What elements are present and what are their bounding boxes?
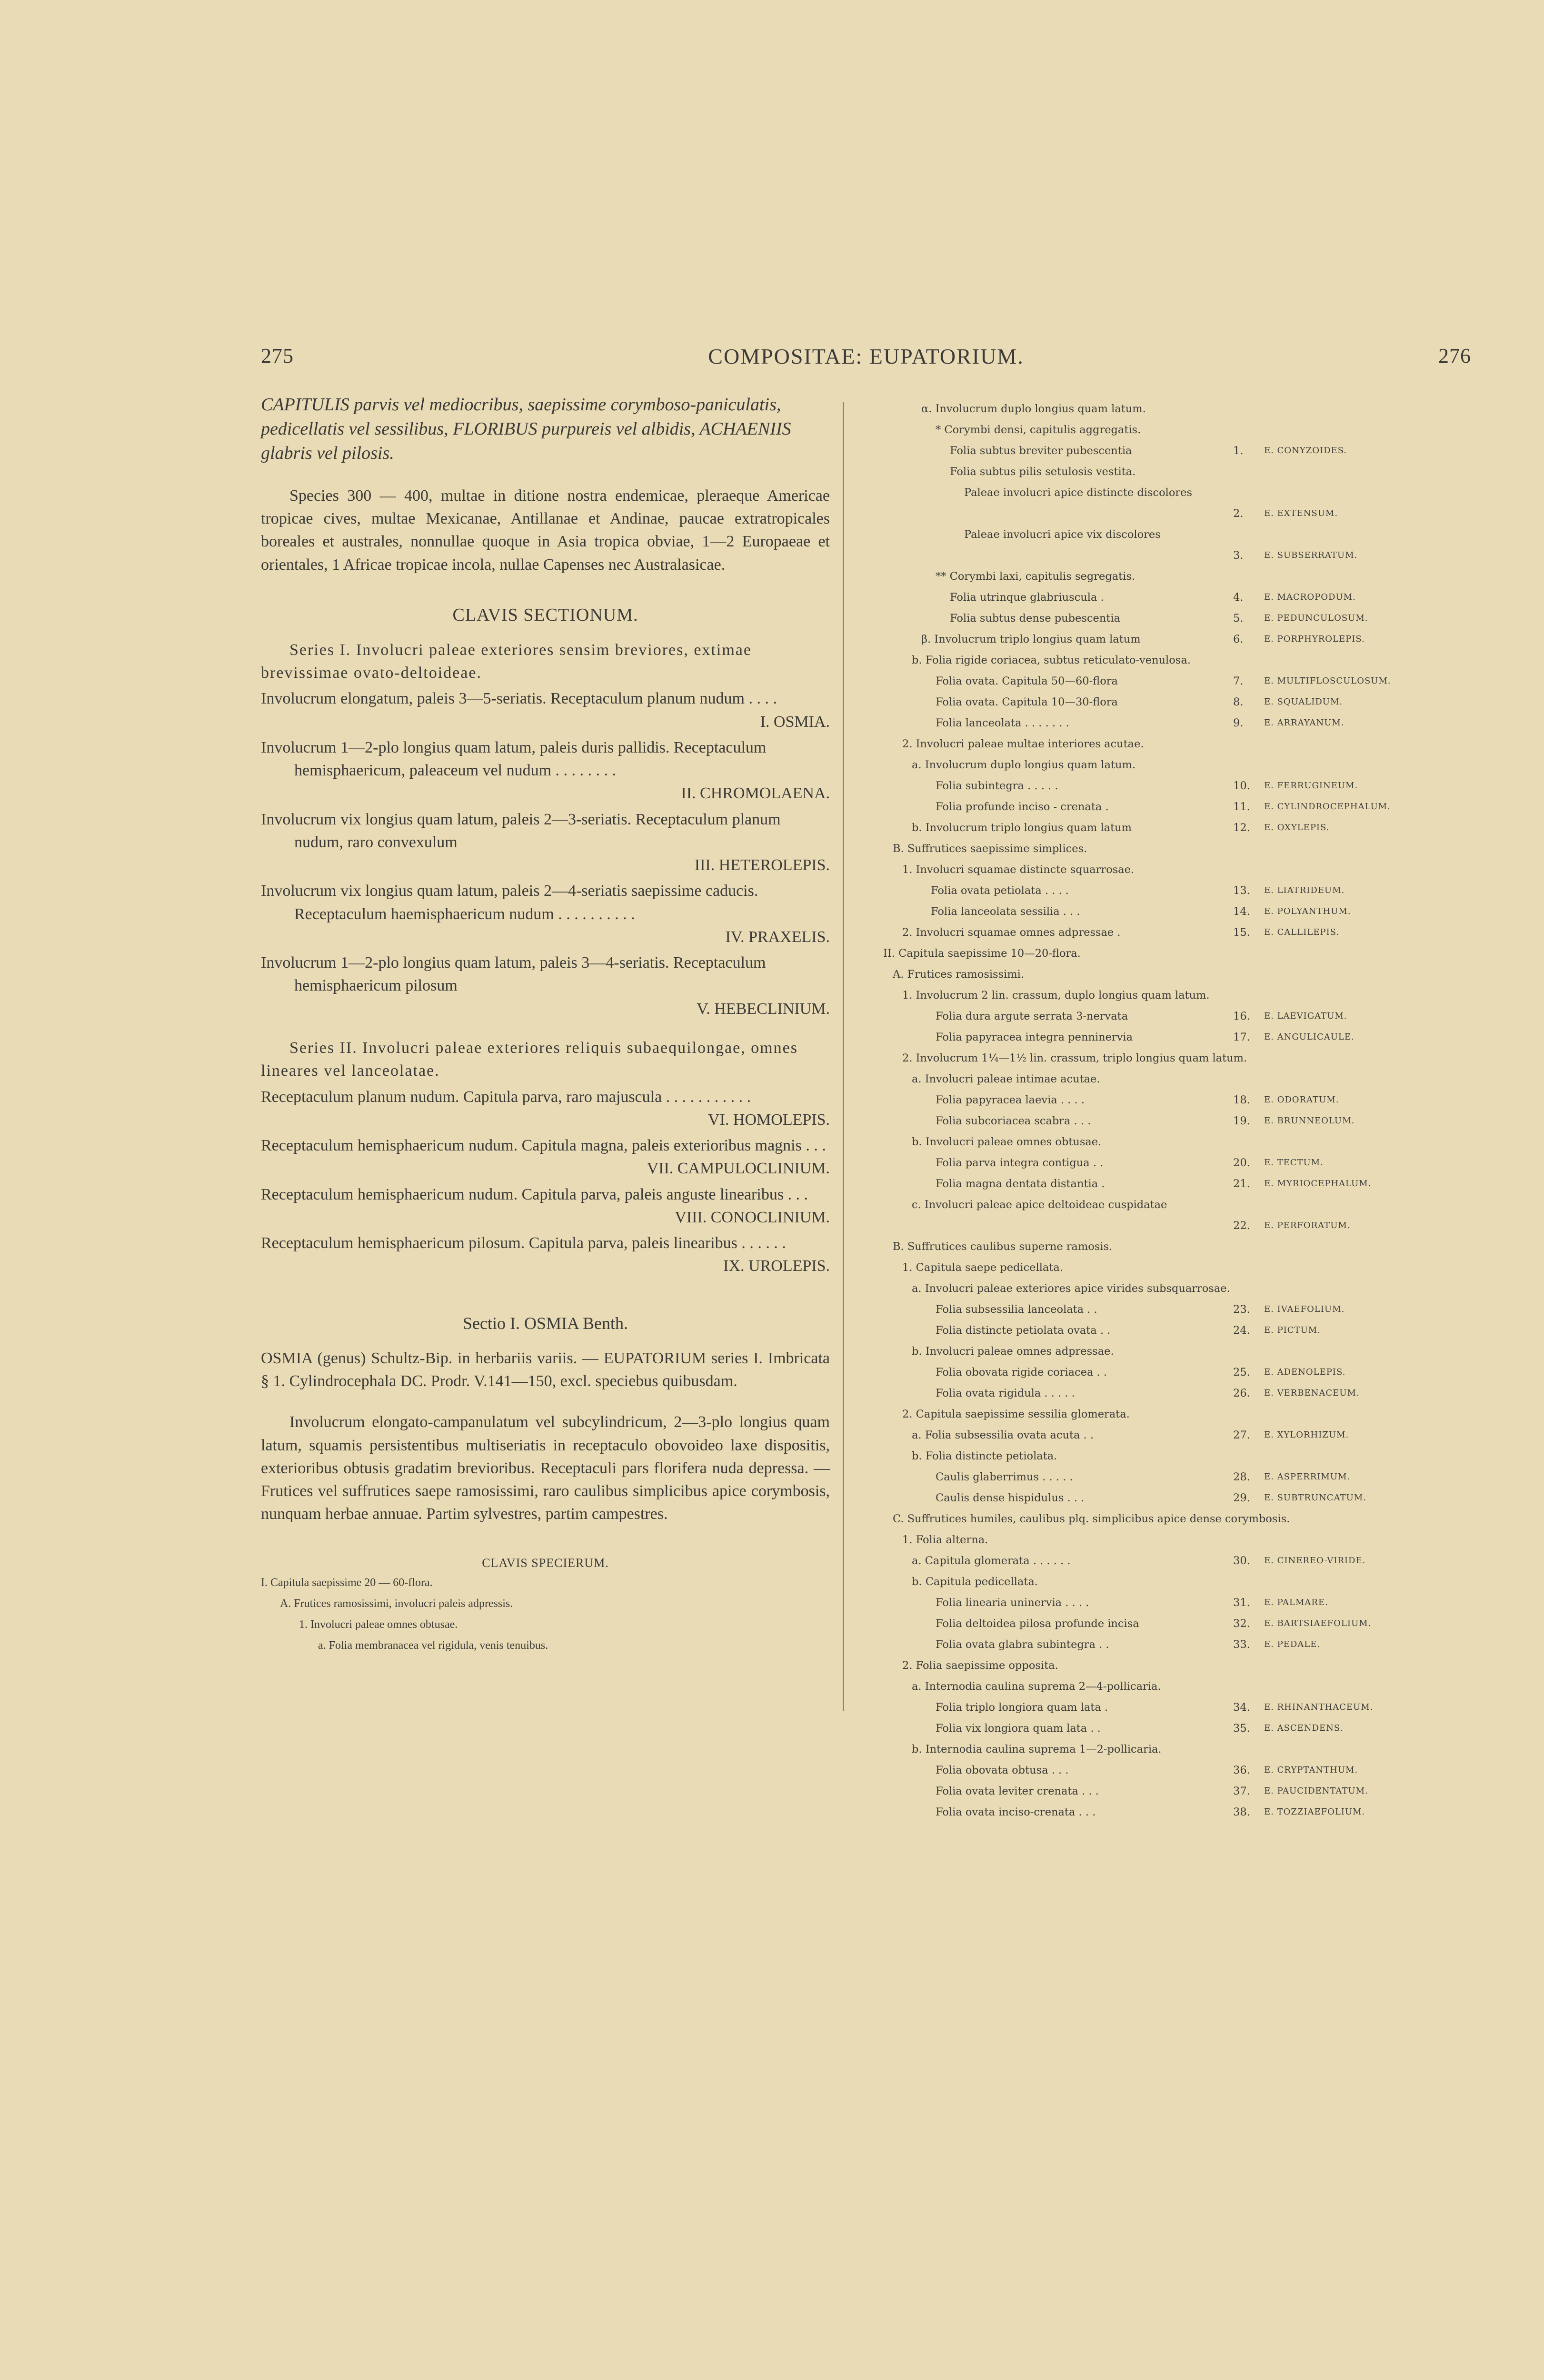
right-column-key [883,398,1474,1823]
key-line [883,1069,1474,1090]
key-line [883,1760,1474,1781]
key-line [883,461,1474,482]
section-key-entry [261,1086,830,1132]
section-name: I. OSMIA. [760,713,830,731]
species-number: 30. [1233,1555,1250,1567]
key-line-text: Folia subintegra . . . . . [936,780,1058,792]
species-key-line: a. Folia membranacea vel rigidula, venis tenuibus. [318,1639,548,1652]
clavis-specierum-title: CLAVIS SPECIERUM. [482,1556,609,1570]
species-name: E. LAEVIGATUM. [1264,1011,1347,1021]
key-line [883,880,1474,901]
section-name: V. HEBECLINIUM. [697,1000,830,1018]
key-line-text: Caulis glaberrimus . . . . . [936,1471,1073,1483]
key-line [883,1404,1474,1425]
key-line [883,1446,1474,1467]
species-number: 36. [1233,1764,1250,1776]
page-number-left: 275 [261,344,294,367]
section-name: VII. CAMPULOCLINIUM. [647,1160,830,1178]
species-number: 34. [1233,1701,1250,1714]
key-line [883,692,1474,713]
key-line [883,1048,1474,1069]
key-line-text: II. Capitula saepissime 10—20-flora. [883,947,1081,960]
species-paragraph: Species 300 — 400, multae in ditione nostra endemicae, pleraeque Americae tropicae cives, multae Mexicanae, Antillanae et Andinae, paucae extratropicales boreales et australes, nonnullae quoque in Asia tropica obviae, 1—2 Europaeae et orientales, 1 Africae tropicae incola, nullae Capenses nec Australasicae. [261,486,830,574]
species-number: 38. [1233,1806,1250,1818]
key-line [883,1257,1474,1278]
species-name: E. PALMARE. [1264,1597,1328,1607]
species-name: E. PEDALE. [1264,1639,1321,1649]
species-key-line: 1. Involucri paleae omnes obtusae. [299,1618,458,1631]
key-line-text: Folia distincte petiolata ovata . . [936,1324,1111,1337]
species-number: 5. [1233,612,1244,625]
species-number: 3. [1233,549,1244,562]
key-line-text: 2. Capitula saepissime sessilia glomerata. [902,1408,1130,1420]
key-line-text: Folia linearia uninervia . . . . [936,1597,1089,1609]
key-line-text: α. Involucrum duplo longius quam latum. [921,403,1146,415]
key-line-text: b. Internodia caulina suprema 1—2-pollicaria. [912,1743,1162,1755]
section-key-entry [261,808,830,877]
species-name: E. CONYZOIDES. [1264,446,1347,456]
species-number: 23. [1233,1303,1250,1316]
key-line-text: a. Involucrum duplo longius quam latum. [912,759,1136,771]
key-line [883,1152,1474,1173]
key-line [883,985,1474,1006]
species-number: 35. [1233,1722,1250,1735]
species-number: 18. [1233,1094,1250,1106]
key-line [883,1655,1474,1676]
key-line [883,1341,1474,1362]
key-line [883,1488,1474,1508]
section-key-entry [261,1232,830,1278]
key-line [883,1215,1474,1236]
key-line [883,943,1474,964]
key-line [883,419,1474,440]
species-number: 6. [1233,633,1244,645]
column-divider [843,402,844,1711]
key-line-text: Folia lanceolata . . . . . . . [936,717,1069,729]
key-line-text: 1. Folia alterna. [902,1534,988,1546]
section-key-entry [261,736,830,805]
species-number: 27. [1233,1429,1250,1441]
species-name: E. TECTUM. [1264,1158,1324,1168]
section-key-text: Involucrum elongatum, paleis 3—5-seriatis. Receptaculum planum nudum . . . . [261,690,777,708]
species-number: 17. [1233,1031,1250,1043]
key-line [883,1173,1474,1194]
species-number: 26. [1233,1387,1250,1399]
species-name: E. PAUCIDENTATUM. [1264,1786,1368,1796]
key-line-text: Folia deltoidea pilosa profunde incisa [936,1617,1139,1630]
key-line [883,587,1474,608]
key-line-text: 1. Involucri squamae distincte squarrosae. [902,863,1135,876]
key-line-text: a. Internodia caulina suprema 2—4-pollicaria. [912,1680,1161,1693]
species-name: E. PORPHYROLEPIS. [1264,634,1365,644]
key-line-text: c. Involucri paleae apice deltoideae cuspidatae [912,1199,1167,1211]
key-line [883,440,1474,461]
key-line-text: β. Involucrum triplo longius quam latum [921,633,1141,645]
species-name: E. MYRIOCEPHALUM. [1264,1179,1372,1189]
species-name: E. ARRAYANUM. [1264,718,1345,728]
running-title: COMPOSITAE: EUPATORIUM. [708,344,1024,368]
key-line [883,1571,1474,1592]
section-name: VIII. CONOCLINIUM. [675,1208,830,1226]
section-key-entry [261,1183,830,1230]
species-name: E. ASPERRIMUM. [1264,1472,1351,1482]
key-line [883,1802,1474,1823]
series-1-entries [261,687,830,1021]
section-key-text: Receptaculum planum nudum. Capitula parva, raro majuscula . . . . . . . . . . . [261,1088,751,1106]
section-key-text: Involucrum vix longius quam latum, paleis 2—3-seriatis. Receptaculum planum nudum, raro convexulum [261,810,781,851]
key-line [883,838,1474,859]
key-line [883,1508,1474,1529]
key-line [883,1299,1474,1320]
species-number: 24. [1233,1324,1250,1337]
species-name: E. LIATRIDEUM. [1264,885,1345,895]
section-key-entry [261,1134,830,1180]
section-key-entry [261,880,830,949]
key-line [883,1467,1474,1488]
species-name: E. VERBENACEUM. [1264,1388,1360,1398]
species-number: 14. [1233,905,1250,918]
key-line-text: Folia magna dentata distantia . [936,1178,1105,1190]
series-2-heading: Series II. Involucri paleae exteriores reliquis subaequilongae, omnes lineares vel lanceolatae. [261,1039,798,1080]
key-line-text: A. Frutices ramosissimi. [893,968,1025,981]
species-number: 2. [1233,507,1244,520]
key-line-text: b. Involucri paleae omnes obtusae. [912,1136,1102,1148]
key-line-text: Folia ovata inciso-crenata . . . [936,1806,1096,1818]
species-name: E. EXTENSUM. [1264,508,1338,518]
key-line [883,1027,1474,1048]
key-line [883,1550,1474,1571]
section-name: IV. PRAXELIS. [725,928,830,946]
key-line-text: Folia ovata petiolata . . . . [931,884,1069,897]
section-key-text: Involucrum 1—2-plo longius quam latum, paleis 3—4-seriatis. Receptaculum hemisphaericum pilosum [261,954,766,995]
key-line-text: b. Capitula pedicellata. [912,1576,1038,1588]
species-name: E. PICTUM. [1264,1325,1321,1335]
species-number: 22. [1233,1220,1250,1232]
key-line-text: Folia obovata rigide coriacea . . [936,1366,1107,1378]
species-number: 31. [1233,1597,1250,1609]
key-line [883,1529,1474,1550]
key-line [883,964,1474,985]
key-line-text: Folia ovata leviter crenata . . . [936,1785,1099,1797]
key-line-text: 2. Involucri paleae multae interiores acutae. [902,738,1144,750]
key-line-text: 1. Capitula saepe pedicellata. [902,1261,1063,1274]
left-column [261,393,830,1656]
key-line-text: Folia subtus pilis setulosis vestita. [950,466,1136,478]
key-line-text: b. Involucrum triplo longius quam latum [912,822,1132,834]
species-name: E. CYLINDROCEPHALUM. [1264,802,1391,812]
key-line [883,1278,1474,1299]
species-name: E. MULTIFLOSCULOSUM. [1264,676,1391,686]
clavis-sectionum-title: CLAVIS SECTIONUM. [452,605,638,625]
intro-paragraph: CAPITULIS parvis vel mediocribus, saepissime corymboso-paniculatis, pedicellatis vel sessilibus, FLORIBUS purpureis vel albidis, ACHAENIIS glabris vel pilosis. [261,395,791,463]
key-line [883,503,1474,524]
species-name: E. PEDUNCULOSUM. [1264,613,1368,623]
page-number-right: 276 [1438,344,1471,367]
key-line [883,1739,1474,1760]
species-number: 10. [1233,780,1250,792]
key-line-text: Paleae involucri apice vix discolores [964,528,1161,541]
key-line-text: ** Corymbi laxi, capitulis segregatis. [936,570,1136,583]
species-number: 19. [1233,1115,1250,1127]
key-line-text: Caulis dense hispidulus . . . [936,1492,1085,1504]
species-name: E. RHINANTHACEUM. [1264,1702,1374,1712]
key-line-text: a. Involucri paleae intimae acutae. [912,1073,1100,1085]
key-line [883,859,1474,880]
section-name: II. CHROMOLAENA. [681,784,830,803]
key-line-text: 2. Involucri squamae omnes adpressae . [902,926,1121,939]
key-line-text: Folia ovata glabra subintegra . . [936,1638,1109,1651]
key-line-text: Folia lanceolata sessilia . . . [931,905,1080,918]
key-line-text: Folia subtus dense pubescentia [950,612,1121,625]
species-name: E. ASCENDENS. [1264,1723,1344,1733]
key-line [883,922,1474,943]
key-line [883,775,1474,796]
section-key-entry [261,687,830,734]
species-name: E. TOZZIAEFOLIUM. [1264,1807,1365,1817]
key-line-text: b. Folia rigide coriacea, subtus reticulato-venulosa. [912,654,1191,666]
key-line [883,398,1474,419]
species-name: E. SUBSERRATUM. [1264,550,1358,560]
key-line-text: Folia ovata rigidula . . . . . [936,1387,1075,1399]
key-line [883,1236,1474,1257]
key-line [883,1131,1474,1152]
species-key-start [261,1572,830,1656]
key-line-text: Folia subsessilia lanceolata . . [936,1303,1097,1316]
species-name: E. CRYPTANTHUM. [1264,1765,1358,1775]
section-key-text: Receptaculum hemisphaericum nudum. Capitula magna, paleis exterioribus magnis . . . [261,1137,826,1155]
key-line-text: * Corymbi densi, capitulis aggregatis. [936,424,1141,436]
key-line-text: Folia dura argute serrata 3-nervata [936,1010,1128,1022]
key-line [883,1383,1474,1404]
section-key-text: Receptaculum hemisphaericum nudum. Capitula parva, paleis anguste linearibus . . . [261,1185,808,1203]
species-name: E. SQUALIDUM. [1264,697,1343,707]
species-name: E. POLYANTHUM. [1264,906,1351,916]
species-number: 16. [1233,1010,1250,1022]
species-number: 29. [1233,1492,1250,1504]
species-number: 37. [1233,1785,1250,1797]
osmia-paragraph: OSMIA (genus) Schultz-Bip. in herbariis variis. — EUPATORIUM series I. Imbricata § 1. Cylindrocephala DC. Prodr. V.141—150, excl. speciebus quibusdam. [261,1349,830,1390]
species-number: 32. [1233,1617,1250,1630]
species-number: 21. [1233,1178,1250,1190]
species-number: 33. [1233,1638,1250,1651]
key-line [883,1592,1474,1613]
key-line [883,796,1474,817]
series-1-heading: Series I. Involucri paleae exteriores sensim breviores, extimae brevissimae ovato-deltoideae. [261,641,752,682]
section-name: VI. HOMOLEPIS. [708,1111,830,1129]
species-name: E. SUBTRUNCATUM. [1264,1493,1366,1503]
key-line-text: Folia profunde inciso - crenata . [936,801,1109,813]
key-line-text: B. Suffrutices caulibus superne ramosis. [893,1240,1113,1253]
key-line [883,1194,1474,1215]
key-line [883,482,1474,503]
key-line-text: Folia subtus breviter pubescentia [950,445,1132,457]
key-line [883,1781,1474,1802]
key-line [883,901,1474,922]
species-number: 15. [1233,926,1250,939]
species-number: 1. [1233,445,1244,457]
key-line-text: Folia utrinque glabriuscula . [950,591,1104,604]
key-line-text: Folia ovata. Capitula 10—30-flora [936,696,1118,708]
key-line [883,1718,1474,1739]
species-number: 13. [1233,884,1250,897]
key-line-text: Folia papyracea integra penninervia [936,1031,1133,1043]
key-line-text: Folia obovata obtusa . . . [936,1764,1069,1776]
page-header [261,344,1471,377]
species-name: E. BRUNNEOLUM. [1264,1116,1355,1126]
key-line [883,734,1474,754]
key-line [883,671,1474,692]
key-line [883,1613,1474,1634]
key-line-text: Folia papyracea laevia . . . . [936,1094,1085,1106]
key-line-text: Folia triplo longiora quam lata . [936,1701,1108,1714]
key-line [883,1362,1474,1383]
key-line-text: B. Suffrutices saepissime simplices. [893,843,1087,855]
section-name: IX. UROLEPIS. [723,1257,830,1275]
key-line [883,1090,1474,1111]
species-number: 12. [1233,822,1250,834]
key-line [883,524,1474,545]
key-line [883,545,1474,566]
species-name: E. MACROPODUM. [1264,592,1356,602]
species-key-line: I. Capitula saepissime 20 — 60-flora. [261,1576,433,1589]
section-key-entry [261,952,830,1021]
species-name: E. PERFORATUM. [1264,1220,1351,1230]
key-line-text: 2. Involucrum 1¼—1½ lin. crassum, triplo longius quam latum. [902,1052,1247,1064]
species-number: 7. [1233,675,1244,687]
key-line [883,650,1474,671]
species-name: E. BARTSIAEFOLIUM. [1264,1618,1372,1628]
key-line [883,1676,1474,1697]
species-name: E. IVAEFOLIUM. [1264,1304,1345,1314]
key-line-text: Folia ovata. Capitula 50—60-flora [936,675,1118,687]
series-2-entries [261,1086,830,1278]
species-key-line: A. Frutices ramosissimi, involucri paleis adpressis. [280,1597,513,1610]
species-name: E. XYLORHIZUM. [1264,1430,1349,1440]
key-line-text: 2. Folia saepissime opposita. [902,1659,1058,1672]
key-line-text: Folia parva integra contigua . . [936,1157,1104,1169]
species-name: E. FERRUGINEUM. [1264,781,1358,791]
sectio-title: Sectio I. OSMIA Benth. [463,1313,628,1333]
species-name: E. ANGULICAULE. [1264,1032,1355,1042]
species-name: E. OXYLEPIS. [1264,823,1330,833]
key-line-text: 1. Involucrum 2 lin. crassum, duplo longius quam latum. [902,989,1210,1002]
key-line-text: b. Folia distincte petiolata. [912,1450,1057,1462]
section-key-text: Receptaculum hemisphaericum pilosum. Capitula parva, paleis linearibus . . . . . . [261,1234,786,1252]
description-paragraph: Involucrum elongato-campanulatum vel subcylindricum, 2—3-plo longius quam latum, squamis persistentibus multiseriatis in receptaculo obovoideo laxe dispositis, exterioribus obtusis gradatim brevioribus. Receptaculi pars florifera nuda depressa. — Frutices vel suffrutices saepe ramosissimi, raro caulibus simplicibus apice corymbosis, nunquam herbae annuae. Partim sylvestres, partim campestres. [261,1413,830,1523]
key-line-text: a. Folia subsessilia ovata acuta . . [912,1429,1094,1441]
key-line-text: C. Suffrutices humiles, caulibus plq. simplicibus apice dense corymbosis. [893,1513,1290,1525]
key-line [883,566,1474,587]
species-name: E. ADENOLEPIS. [1264,1367,1346,1377]
key-line [883,1320,1474,1341]
species-number: 9. [1233,717,1244,729]
key-line [883,1111,1474,1131]
key-line-text: a. Capitula glomerata . . . . . . [912,1555,1071,1567]
species-number: 8. [1233,696,1244,708]
key-line [883,754,1474,775]
key-line-text: a. Involucri paleae exteriores apice virides subsquarrosae. [912,1282,1230,1295]
section-name: III. HETEROLEPIS. [694,856,830,874]
section-key-text: Involucrum 1—2-plo longius quam latum, paleis duris pallidis. Receptaculum hemisphaericum, paleaceum vel nudum . . . . . . . . [261,738,767,780]
key-line [883,1006,1474,1027]
species-number: 28. [1233,1471,1250,1483]
key-line-text: Paleae involucri apice distincte discolores [964,486,1192,499]
key-line [883,817,1474,838]
key-line-text: Folia vix longiora quam lata . . [936,1722,1101,1735]
key-line-text: b. Involucri paleae omnes adpressae. [912,1345,1114,1358]
key-line [883,1634,1474,1655]
key-line [883,1425,1474,1446]
species-name: E. CINEREO-VIRIDE. [1264,1556,1366,1566]
species-name: E. ODORATUM. [1264,1095,1339,1105]
species-number: 4. [1233,591,1244,604]
key-line-text: Folia subcoriacea scabra . . . [936,1115,1091,1127]
species-number: 11. [1233,801,1250,813]
key-line [883,608,1474,629]
species-name: E. CALLILEPIS. [1264,927,1340,937]
key-line [883,629,1474,650]
species-number: 20. [1233,1157,1250,1169]
key-line [883,1697,1474,1718]
species-number: 25. [1233,1366,1250,1378]
section-key-text: Involucrum vix longius quam latum, paleis 2—4-seriatis saepissime caducis. Receptaculum haemisphaericum nudum . . . . . . . . . . [261,882,758,923]
key-line [883,713,1474,734]
